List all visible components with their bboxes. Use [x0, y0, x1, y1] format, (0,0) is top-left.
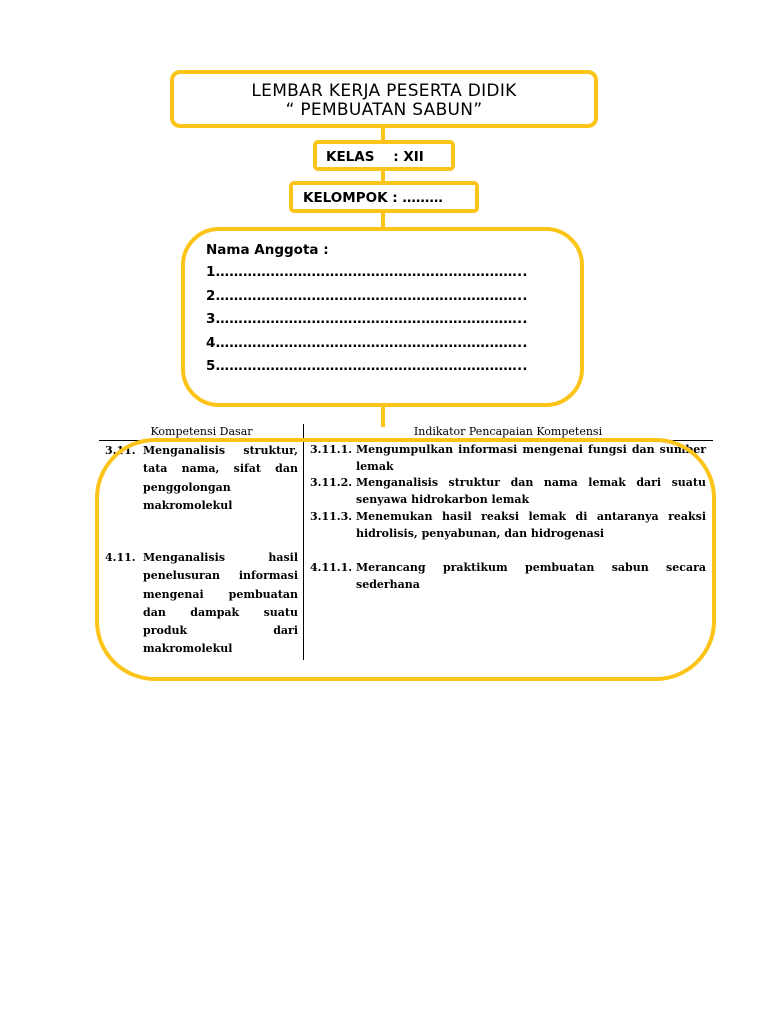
anggota-row-2: 2…………………………………………………………..: [206, 287, 528, 304]
table-header-indikator: Indikator Pencapaian Kompetensi: [413, 425, 603, 438]
anggota-row-3: 3…………………………………………………………..: [206, 311, 528, 327]
indikator-text: Menganalisis struktur dan nama lemak dari suatu senyawa hidrokarbon lemak: [356, 476, 706, 506]
indikator-number: 4.11.1.: [310, 561, 353, 574]
kd-number: 3.11.: [105, 444, 136, 457]
kelompok-label: KELOMPOK : ………: [303, 190, 443, 206]
kd-text: Menganalisis struktur, tata nama, sifat dan penggolongan makromolekul: [143, 444, 298, 512]
title-box: [170, 70, 598, 128]
title-line-2: “ PEMBUATAN SABUN”: [285, 100, 483, 120]
kelas-box: [313, 140, 455, 171]
anggota-box: [181, 227, 584, 407]
indikator-text: Merancang praktikum pembuatan sabun secara sederhana: [356, 561, 706, 591]
title-line-1: LEMBAR KERJA PESERTA DIDIK: [251, 81, 517, 101]
indikator-text: Mengumpulkan informasi mengenai fungsi dan sumber lemak: [356, 443, 706, 473]
kompetensi-box: [95, 438, 716, 681]
kelompok-box: [289, 181, 479, 213]
indikator-number: 3.11.1.: [310, 443, 353, 456]
table-header-kompetensi-dasar: Kompetensi Dasar: [150, 425, 253, 438]
anggota-row-4: 4…………………………………………………………..: [206, 334, 528, 351]
indikator-number: 3.11.3.: [310, 510, 353, 523]
connector-line: [381, 405, 385, 427]
anggota-heading: Nama Anggota :: [206, 242, 329, 258]
kd-text: Menganalisis hasil penelusuran informasi mengenai pembuatan dan dampak suatu produk dari makromolekul: [143, 551, 298, 656]
anggota-row-5: 5…………………………………………………………..: [206, 358, 528, 374]
anggota-row-1: 1…………………………………………………………..: [206, 264, 528, 280]
kd-number: 4.11.: [105, 551, 136, 564]
indikator-text: Menemukan hasil reaksi lemak di antaranya reaksi hidrolisis, penyabunan, dan hidrogenasi: [356, 510, 706, 540]
indikator-number: 3.11.2.: [310, 476, 353, 489]
kelas-label: KELAS : XII: [326, 149, 424, 165]
